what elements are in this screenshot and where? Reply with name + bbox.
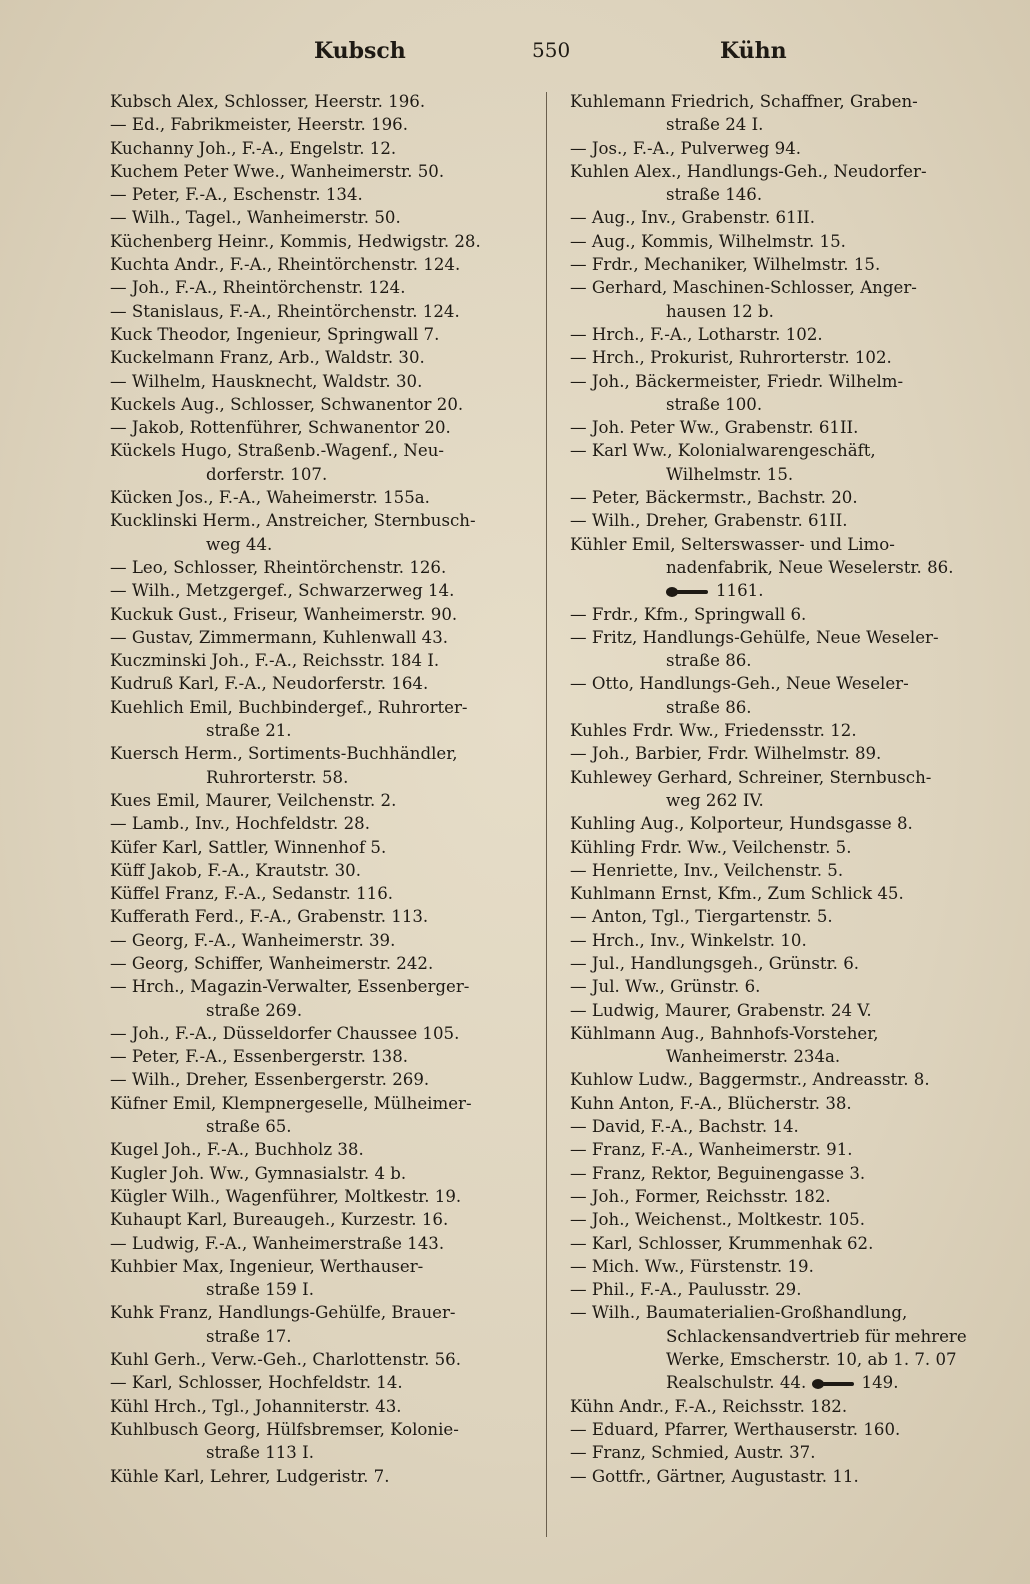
entry-continuation: dorferstr. 107. [206,464,328,484]
entry-line: — Phil., F.-A., Paulusstr. 29. [570,1280,802,1300]
entry-continuation: weg 262 IV. [666,790,764,810]
directory-entry [110,276,542,299]
directory-entry [110,929,542,952]
entry-line: — Wilhelm, Hausknecht, Waldstr. 30. [110,371,423,391]
directory-entry [570,230,1002,253]
directory-entry [570,719,1002,742]
directory-entry [570,276,1002,323]
right-column [570,90,1002,1488]
directory-entry [110,789,542,812]
directory-entry [570,1465,1002,1488]
entry-line: Kubsch Alex, Schlosser, Heerstr. 196. [110,92,426,111]
directory-entry [570,416,1002,439]
directory-entry [570,999,1002,1022]
directory-entry [570,742,1002,765]
directory-entry [570,766,1002,813]
entry-continuation: Schlackensandvertrieb für mehrere [666,1326,967,1346]
directory-entry [570,672,1002,719]
entry-line: Kühling Frdr. Ww., Veilchenstr. 5. [570,837,852,857]
directory-entry [110,579,542,602]
directory-entry [570,370,1002,417]
entry-line: — Franz, Schmied, Austr. 37. [570,1443,816,1463]
entry-line: — Peter, Bäckermstr., Bachstr. 20. [570,488,858,508]
directory-entry [110,649,542,672]
directory-entry [110,1348,542,1371]
directory-entry [110,859,542,882]
entry-line: Kuhlmann Ernst, Kfm., Zum Schlick 45. [570,884,904,904]
page-number: 550 [532,38,571,62]
entry-line: — Joh., F.-A., Rheintörchenstr. 124. [110,278,406,298]
entry-continuation: nadenfabrik, Neue Weselerstr. 86. [666,557,954,577]
directory-entry [110,812,542,835]
entry-line: — Aug., Kommis, Wilhelmstr. 15. [570,231,846,251]
entry-continuation [598,579,1002,602]
directory-entry [110,439,542,486]
directory-entry [110,742,542,789]
entry-line: — Wilh., Baumaterialien-Großhandlung, [570,1303,908,1323]
entry-line: — Joh. Peter Ww., Grabenstr. 61II. [570,418,859,438]
entry-line: Kuhl Gerh., Verw.-Geh., Charlottenstr. 56. [110,1350,462,1370]
entry-line: — Peter, F.-A., Eschenstr. 134. [110,185,363,205]
phone-entry [666,581,764,600]
entry-line: — Stanislaus, F.-A., Rheintörchenstr. 124. [110,301,460,321]
directory-entry [570,975,1002,998]
directory-entry [570,1208,1002,1231]
directory-entry [110,509,542,556]
directory-entry [570,346,1002,369]
directory-entry [110,183,542,206]
entry-line: — Georg, F.-A., Wanheimerstr. 39. [110,930,396,950]
directory-entry [110,1465,542,1488]
entry-line: Kuczminski Joh., F.-A., Reichsstr. 184 I. [110,651,440,671]
entry-line: — Ludwig, F.-A., Wanheimerstraße 143. [110,1233,445,1253]
directory-entry [570,952,1002,975]
entry-line: Kuck Theodor, Ingenieur, Springwall 7. [110,324,440,344]
directory-entry [570,929,1002,952]
entry-line: — Hrch., Prokurist, Ruhrorterstr. 102. [570,348,892,368]
entry-line: — Franz, Rektor, Beguinengasse 3. [570,1163,866,1183]
entry-line: Kühlmann Aug., Bahnhofs-Vorsteher, [570,1023,879,1043]
directory-entry [110,113,542,136]
directory-entry [570,1068,1002,1091]
entry-line: Kudruß Karl, F.-A., Neudorferstr. 164. [110,674,429,694]
directory-entry [110,1232,542,1255]
entry-line: — Gustav, Zimmermann, Kuhlenwall 43. [110,627,449,647]
entry-line: — Wilh., Dreher, Grabenstr. 61II. [570,511,848,531]
directory-entry [110,1185,542,1208]
entry-line: Kuhaupt Karl, Bureaugeh., Kurzestr. 16. [110,1210,449,1230]
directory-entry [570,1418,1002,1441]
entry-line: — Georg, Schiffer, Wanheimerstr. 242. [110,953,434,973]
entry-line: Kuchem Peter Wwe., Wanheimerstr. 50. [110,161,445,181]
entry-line: — Henriette, Inv., Veilchenstr. 5. [570,860,844,880]
column-divider [546,92,547,1537]
entry-line: — Frdr., Mechaniker, Wilhelmstr. 15. [570,255,881,275]
directory-entry [570,509,1002,532]
entry-line: — Jul., Handlungsgeh., Grünstr. 6. [570,953,860,973]
directory-entry [570,160,1002,207]
entry-line: Kühn Andr., F.-A., Reichsstr. 182. [570,1396,848,1416]
directory-entry [110,696,542,743]
entry-line: Kuhlbusch Georg, Hülfsbremser, Kolonie- [110,1419,459,1439]
entry-line: — Frdr., Kfm., Springwall 6. [570,604,807,624]
entry-continuation: straße 21. [206,721,292,741]
entry-continuation: hausen 12 b. [666,301,774,321]
directory-entry [110,1045,542,1068]
directory-entry [570,836,1002,859]
entry-line: — Peter, F.-A., Essenbergerstr. 138. [110,1047,409,1067]
entry-line: Kufferath Ferd., F.-A., Grabenstr. 113. [110,907,429,927]
entry-line: Kuhn Anton, F.-A., Blücherstr. 38. [570,1093,852,1113]
directory-entry [110,160,542,183]
directory-entry [570,1278,1002,1301]
directory-entry [110,206,542,229]
entry-line: Kugel Joh., F.-A., Buchholz 38. [110,1140,364,1160]
entry-line: — Eduard, Pfarrer, Werthauserstr. 160. [570,1419,901,1439]
directory-entry [570,905,1002,928]
entry-line: — Hrch., F.-A., Lotharstr. 102. [570,324,823,344]
entry-line: — Karl, Schlosser, Hochfeldstr. 14. [110,1373,403,1393]
directory-entry [110,1092,542,1139]
directory-entry [110,603,542,626]
directory-entry [110,882,542,905]
entry-line: Kücken Jos., F.-A., Waheimerstr. 155a. [110,488,430,508]
page-header [60,38,990,78]
directory-entry [570,439,1002,486]
entry-line: — Jakob, Rottenführer, Schwanentor 20. [110,418,451,438]
directory-entry [110,1208,542,1231]
entry-line: — Wilh., Dreher, Essenbergerstr. 269. [110,1070,430,1090]
entry-line: — Franz, F.-A., Wanheimerstr. 91. [570,1140,853,1160]
entry-line: — Anton, Tgl., Tiergartenstr. 5. [570,907,833,927]
entry-continuation: Wanheimerstr. 234a. [666,1047,841,1067]
entry-continuation: straße 86. [666,697,752,717]
directory-entry [110,1395,542,1418]
entry-line: Kuhling Aug., Kolporteur, Hundsgasse 8. [570,814,913,834]
phone-entry [812,1373,899,1392]
entry-line: Kuhbier Max, Ingenieur, Werthauser- [110,1256,424,1276]
directory-entry [570,1395,1002,1418]
header-left-name: Kubsch [314,38,406,64]
entry-line: Kuckelmann Franz, Arb., Waldstr. 30. [110,348,425,368]
directory-entry [110,556,542,579]
entry-line: — Mich. Ww., Fürstenstr. 19. [570,1256,814,1276]
directory-entry [110,1255,542,1302]
phone-number: 1161. [716,581,764,601]
entry-line: — Joh., Weichenst., Moltkestr. 105. [570,1210,865,1230]
directory-entry [110,416,542,439]
directory-entry [110,1162,542,1185]
directory-entry [110,1301,542,1348]
entry-line: Kühler Emil, Selterswasser- und Limo- [570,534,895,554]
entry-line: Küfner Emil, Klempnergeselle, Mülheimer- [110,1093,472,1113]
directory-entry [570,206,1002,229]
directory-entry [110,672,542,695]
entry-line: Kuhlow Ludw., Baggermstr., Andreasstr. 8. [570,1070,930,1090]
entry-line: — Leo, Schlosser, Rheintörchenstr. 126. [110,557,447,577]
directory-entry [570,1301,1002,1394]
left-column [110,90,542,1488]
directory-entry [570,486,1002,509]
entry-continuation: Wilhelmstr. 15. [666,464,794,484]
directory-entry [110,300,542,323]
directory-entry [570,1115,1002,1138]
directory-entry [110,1022,542,1045]
directory-entry [110,137,542,160]
directory-entry [110,253,542,276]
directory-entry [110,393,542,416]
directory-entry [570,1185,1002,1208]
entry-line: Kuehlich Emil, Buchbindergef., Ruhrorter- [110,697,468,717]
entry-line: Kuhlewey Gerhard, Schreiner, Sternbusch- [570,767,932,787]
entry-line: Kückels Hugo, Straßenb.-Wagenf., Neu- [110,441,444,461]
directory-entry [570,253,1002,276]
entry-line: — Joh., Former, Reichsstr. 182. [570,1186,831,1206]
entry-continuation: Werke, Emscherstr. 10, ab 1. 7. 07 [666,1350,957,1370]
directory-entry [110,905,542,928]
directory-entry [570,812,1002,835]
entry-line: — Joh., Bäckermeister, Friedr. Wilhelm- [570,371,904,391]
entry-line: — Joh., F.-A., Düsseldorfer Chaussee 105. [110,1023,460,1043]
entry-line: — Otto, Handlungs-Geh., Neue Weseler- [570,674,909,694]
directory-entry [110,90,542,113]
entry-line: Kues Emil, Maurer, Veilchenstr. 2. [110,790,397,810]
entry-line: — Karl Ww., Kolonialwarengeschäft, [570,441,876,461]
entry-continuation: straße 24 I. [666,115,764,135]
directory-entry [110,1418,542,1465]
entry-line: Kuhles Frdr. Ww., Friedensstr. 12. [570,721,857,741]
directory-entry [570,1255,1002,1278]
entry-line: Küff Jakob, F.-A., Krautstr. 30. [110,860,361,880]
entry-line: — Hrch., Inv., Winkelstr. 10. [570,930,807,950]
entry-line: — Ed., Fabrikmeister, Heerstr. 196. [110,115,408,135]
entry-line: — Karl, Schlosser, Krummenhak 62. [570,1233,874,1253]
directory-entry [570,1441,1002,1464]
directory-entry [110,975,542,1022]
entry-line: — Wilh., Metzgergef., Schwarzerweg 14. [110,581,455,601]
entry-continuation: weg 44. [206,534,273,554]
directory-entry [570,1232,1002,1255]
directory-entry [570,323,1002,346]
directory-entry [110,836,542,859]
directory-entry [110,323,542,346]
entry-line: — Gerhard, Maschinen-Schlosser, Anger- [570,278,917,298]
entry-continuation: Ruhrorterstr. 58. [206,767,349,787]
directory-entry [570,626,1002,673]
entry-line: Kügler Wilh., Wagenführer, Moltkestr. 19. [110,1186,462,1206]
phone-number: 149. [861,1373,899,1393]
directory-entry [570,1092,1002,1115]
entry-line: Küchenberg Heinr., Kommis, Hedwigstr. 28. [110,231,481,251]
entry-line: Küfer Karl, Sattler, Winnenhof 5. [110,837,387,857]
entry-line: Kugler Joh. Ww., Gymnasialstr. 4 b. [110,1163,407,1183]
directory-entry [110,370,542,393]
directory-entry [570,137,1002,160]
entry-line: — Aug., Inv., Grabenstr. 61II. [570,208,816,228]
entry-continuation: straße 17. [206,1326,292,1346]
header-right-name: Kühn [720,38,787,64]
directory-entry [570,882,1002,905]
entry-line: Kühl Hrch., Tgl., Johanniterstr. 43. [110,1396,402,1416]
entry-line: — Fritz, Handlungs-Gehülfe, Neue Weseler- [570,627,939,647]
entry-line: Kuchanny Joh., F.-A., Engelstr. 12. [110,138,397,158]
entry-line: — Hrch., Magazin-Verwalter, Essenberger- [110,977,470,997]
entry-line: Kuhk Franz, Handlungs-Gehülfe, Brauer- [110,1303,456,1323]
entry-line: — Jos., F.-A., Pulverweg 94. [570,138,802,158]
telephone-icon [666,586,710,598]
entry-line: Kuhlen Alex., Handlungs-Geh., Neudorfer- [570,161,927,181]
directory-entry [570,1138,1002,1161]
entry-continuation: straße 113 I. [206,1443,314,1463]
entry-line: — David, F.-A., Bachstr. 14. [570,1117,799,1137]
entry-line: Küffel Franz, F.-A., Sedanstr. 116. [110,884,394,904]
entry-line: Kuckels Aug., Schlosser, Schwanentor 20. [110,394,464,414]
directory-entry [110,1068,542,1091]
entry-line: Kuchta Andr., F.-A., Rheintörchenstr. 124. [110,255,461,275]
entry-continuation: straße 146. [666,185,763,205]
telephone-icon [812,1378,856,1390]
entry-line: Kuckuk Gust., Friseur, Wanheimerstr. 90. [110,604,458,624]
directory-entry [570,1022,1002,1069]
entry-line: Kuersch Herm., Sortiments-Buchhändler, [110,744,458,764]
entry-line: — Gottfr., Gärtner, Augustastr. 11. [570,1466,859,1486]
entry-line: — Wilh., Tagel., Wanheimerstr. 50. [110,208,401,228]
directory-entry [110,952,542,975]
directory-entry [110,346,542,369]
entry-line: Kucklinski Herm., Anstreicher, Sternbusch- [110,511,476,531]
entry-line: — Lamb., Inv., Hochfeldstr. 28. [110,814,370,834]
entry-continuation: Realschulstr. 44. 149. [666,1373,899,1393]
directory-entry [110,230,542,253]
entry-continuation: straße 269. [206,1000,303,1020]
entry-continuation: straße 100. [666,394,763,414]
entry-line: Kühle Karl, Lehrer, Ludgeristr. 7. [110,1466,390,1486]
entry-continuation: straße 86. [666,651,752,671]
directory-entry [570,90,1002,137]
directory-entry [570,859,1002,882]
directory-entry [110,1371,542,1394]
entry-continuation: straße 65. [206,1117,292,1137]
entry-line: Kuhlemann Friedrich, Schaffner, Graben- [570,92,918,111]
entry-continuation: straße 159 I. [206,1280,314,1300]
directory-entry [110,486,542,509]
directory-entry [570,1162,1002,1185]
directory-entry [570,533,1002,603]
entry-line: — Joh., Barbier, Frdr. Wilhelmstr. 89. [570,744,882,764]
directory-entry [110,1138,542,1161]
entry-line: — Ludwig, Maurer, Grabenstr. 24 V. [570,1000,872,1020]
directory-entry [110,626,542,649]
entry-line: — Jul. Ww., Grünstr. 6. [570,977,761,997]
directory-entry [570,603,1002,626]
